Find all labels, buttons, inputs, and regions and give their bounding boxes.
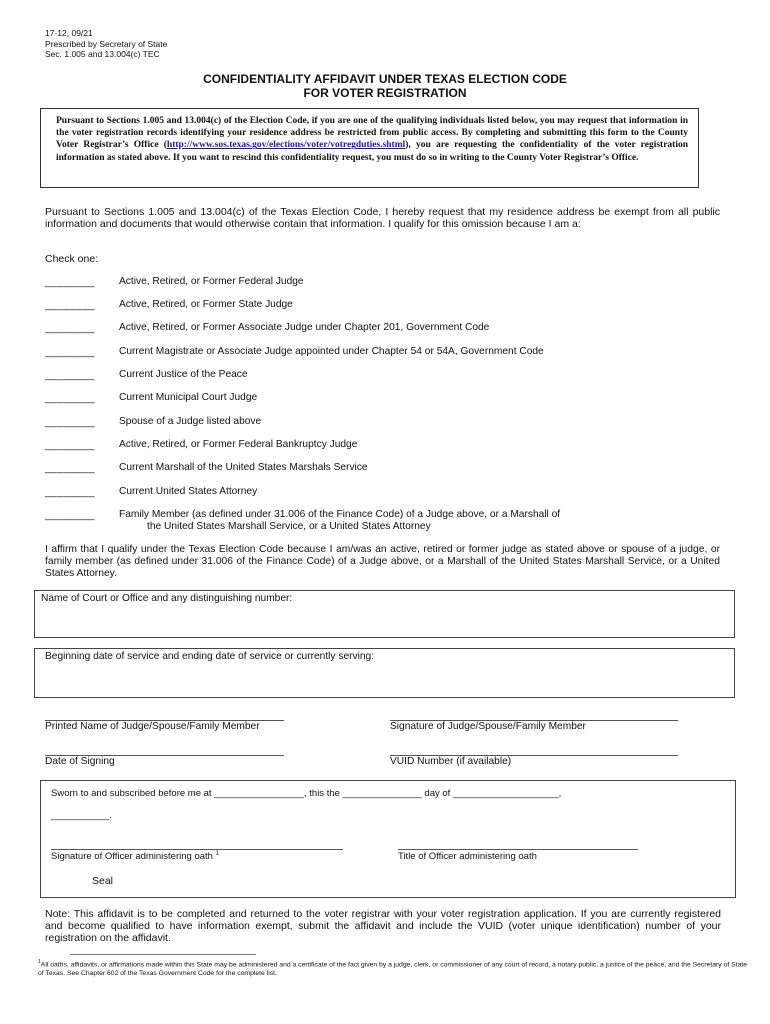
page-subtitle: FOR VOTER REGISTRATION: [303, 86, 467, 100]
sworn-line[interactable]: Sworn to and subscribed before me at _________________, this the _______________ day of ____________________,: [51, 788, 562, 799]
service-dates-label: Beginning date of service and ending date of service or currently serving:: [45, 651, 375, 662]
officer-signature-label: Signature of Officer administering oath $^1$: [51, 851, 219, 863]
option-magistrate: Current Magistrate or Associate Judge appointed under Chapter 54 or 54A, Government Code: [119, 346, 544, 357]
option-blank-1[interactable]: ________: [45, 276, 95, 288]
printed-name-label: Printed Name of Judge/Spouse/Family Member: [45, 721, 260, 732]
option-blank-9[interactable]: ________: [45, 462, 95, 474]
option-state-judge: Active, Retired, or Former State Judge: [119, 299, 293, 310]
sos-link[interactable]: http://www.sos.texas.gov/elections/voter/votregduties.shtml: [166, 140, 406, 151]
option-associate-judge: Active, Retired, or Former Associate Judge under Chapter 201, Government Code: [119, 322, 490, 333]
option-blank-7[interactable]: ________: [45, 416, 95, 428]
option-bankruptcy-judge: Active, Retired, or Former Federal Bankruptcy Judge: [119, 439, 358, 450]
option-blank-3[interactable]: ________: [45, 322, 95, 334]
service-dates-field[interactable]: [34, 648, 735, 698]
option-us-marshall: Current Marshall of the United States Marshals Service: [119, 462, 368, 473]
officer-signature-line[interactable]: [51, 849, 343, 850]
footnote-mark: 1: [38, 959, 41, 965]
option-blank-2[interactable]: ________: [45, 299, 95, 311]
footnote-divider: [70, 954, 256, 955]
date-signing-label: Date of Signing: [45, 756, 115, 767]
option-family-member: Family Member (as defined under 31.006 of the Finance Code) of a Judge above, or a Marshall of: [119, 509, 561, 520]
signature-label: Signature of Judge/Spouse/Family Member: [390, 721, 586, 732]
option-blank-5[interactable]: ________: [45, 369, 95, 381]
officer-title-line[interactable]: [398, 849, 638, 850]
form-number: 17-12, 09/21: [45, 28, 93, 38]
option-municipal-judge: Current Municipal Court Judge: [119, 392, 258, 403]
notice-text-start: Pursuant to Sections 1.005 and 13.004(c) of the Election Code, if you are one of the qualifying individuals listed below, you may request that information in the voter registration records identifying your residence address be restricted from public access. By completing and submitting this form to the County Voter Registrar’s Office (: [56, 116, 688, 151]
option-blank-10[interactable]: ________: [45, 486, 95, 498]
option-blank-8[interactable]: ________: [45, 439, 95, 451]
year-blank[interactable]: ___________.: [51, 810, 112, 821]
statute-sections: Sec. 1.005 and 13.004(c) TEC: [45, 49, 160, 59]
sworn-box: [40, 780, 736, 898]
intro-paragraph: Pursuant to Sections 1.005 and 13.004(c) of the Texas Election Code, I hereby request that my residence address be exempt from all public information and documents that would otherwise contain that information. I qualify for this omission because I am a:: [45, 206, 720, 230]
option-us-attorney: Current United States Attorney: [119, 486, 258, 497]
form-header: [45, 28, 167, 60]
footnote-text: All oaths, affidavits, or affirmations made within this State may be administered and a certificate of the fact given by a judge, clerk, or commissioner of any court of record, a notary public, a justice of the peace, and the Secretary of State of Texas. See Chapter 602 of the Texas Government Code for the complete list.: [38, 961, 748, 977]
court-field[interactable]: [34, 590, 735, 638]
option-family-member-cont: the United States Marshall Service, or a United States Attorney: [147, 521, 431, 532]
footnote: [38, 958, 750, 978]
check-one-label: Check one:: [45, 253, 99, 265]
footnote-ref: 1: [215, 851, 219, 857]
seal-label: Seal: [92, 875, 114, 887]
option-blank-4[interactable]: ________: [45, 346, 95, 358]
option-federal-judge: Active, Retired, or Former Federal Judge: [119, 276, 304, 287]
officer-title-label: Title of Officer administering oath: [398, 851, 537, 862]
option-blank-6[interactable]: ________: [45, 392, 95, 404]
option-blank-11[interactable]: ________: [45, 509, 95, 521]
notice-text-end: ), you are requesting the confidentiality of the voter registration information as stated above. If you want to rescind this confidentiality request, you must do so in writing to the County Voter Registrar’s Office.: [56, 140, 688, 163]
page-title: CONFIDENTIALITY AFFIDAVIT UNDER TEXAS ELECTION CODE: [203, 72, 567, 86]
notice-box: [40, 108, 699, 188]
option-spouse: Spouse of a Judge listed above: [119, 416, 262, 427]
option-justice-of-peace: Current Justice of the Peace: [119, 369, 248, 380]
vuid-label: VUID Number (if available): [390, 756, 512, 767]
affirm-paragraph: I affirm that I qualify under the Texas Election Code because I am/was an active, retired or former judge as stated above or spouse of a judge, or family member (as defined under 31.006 of the Finance Code) of a Judge above, or a Marshall of the United States Marshall Service, or a United States Attorney.: [45, 544, 720, 579]
court-field-label: Name of Court or Office and any distinguishing number:: [41, 593, 293, 604]
note-paragraph: Note: This affidavit is to be completed and returned to the voter registrar with your voter registration application. If you are currently registered and become qualified to have information exempt, submit the affidavit and include the VUID (voter unique identification) number of your registration on the affidavit.: [45, 908, 721, 944]
prescribed-by: Prescribed by Secretary of State: [45, 38, 168, 49]
